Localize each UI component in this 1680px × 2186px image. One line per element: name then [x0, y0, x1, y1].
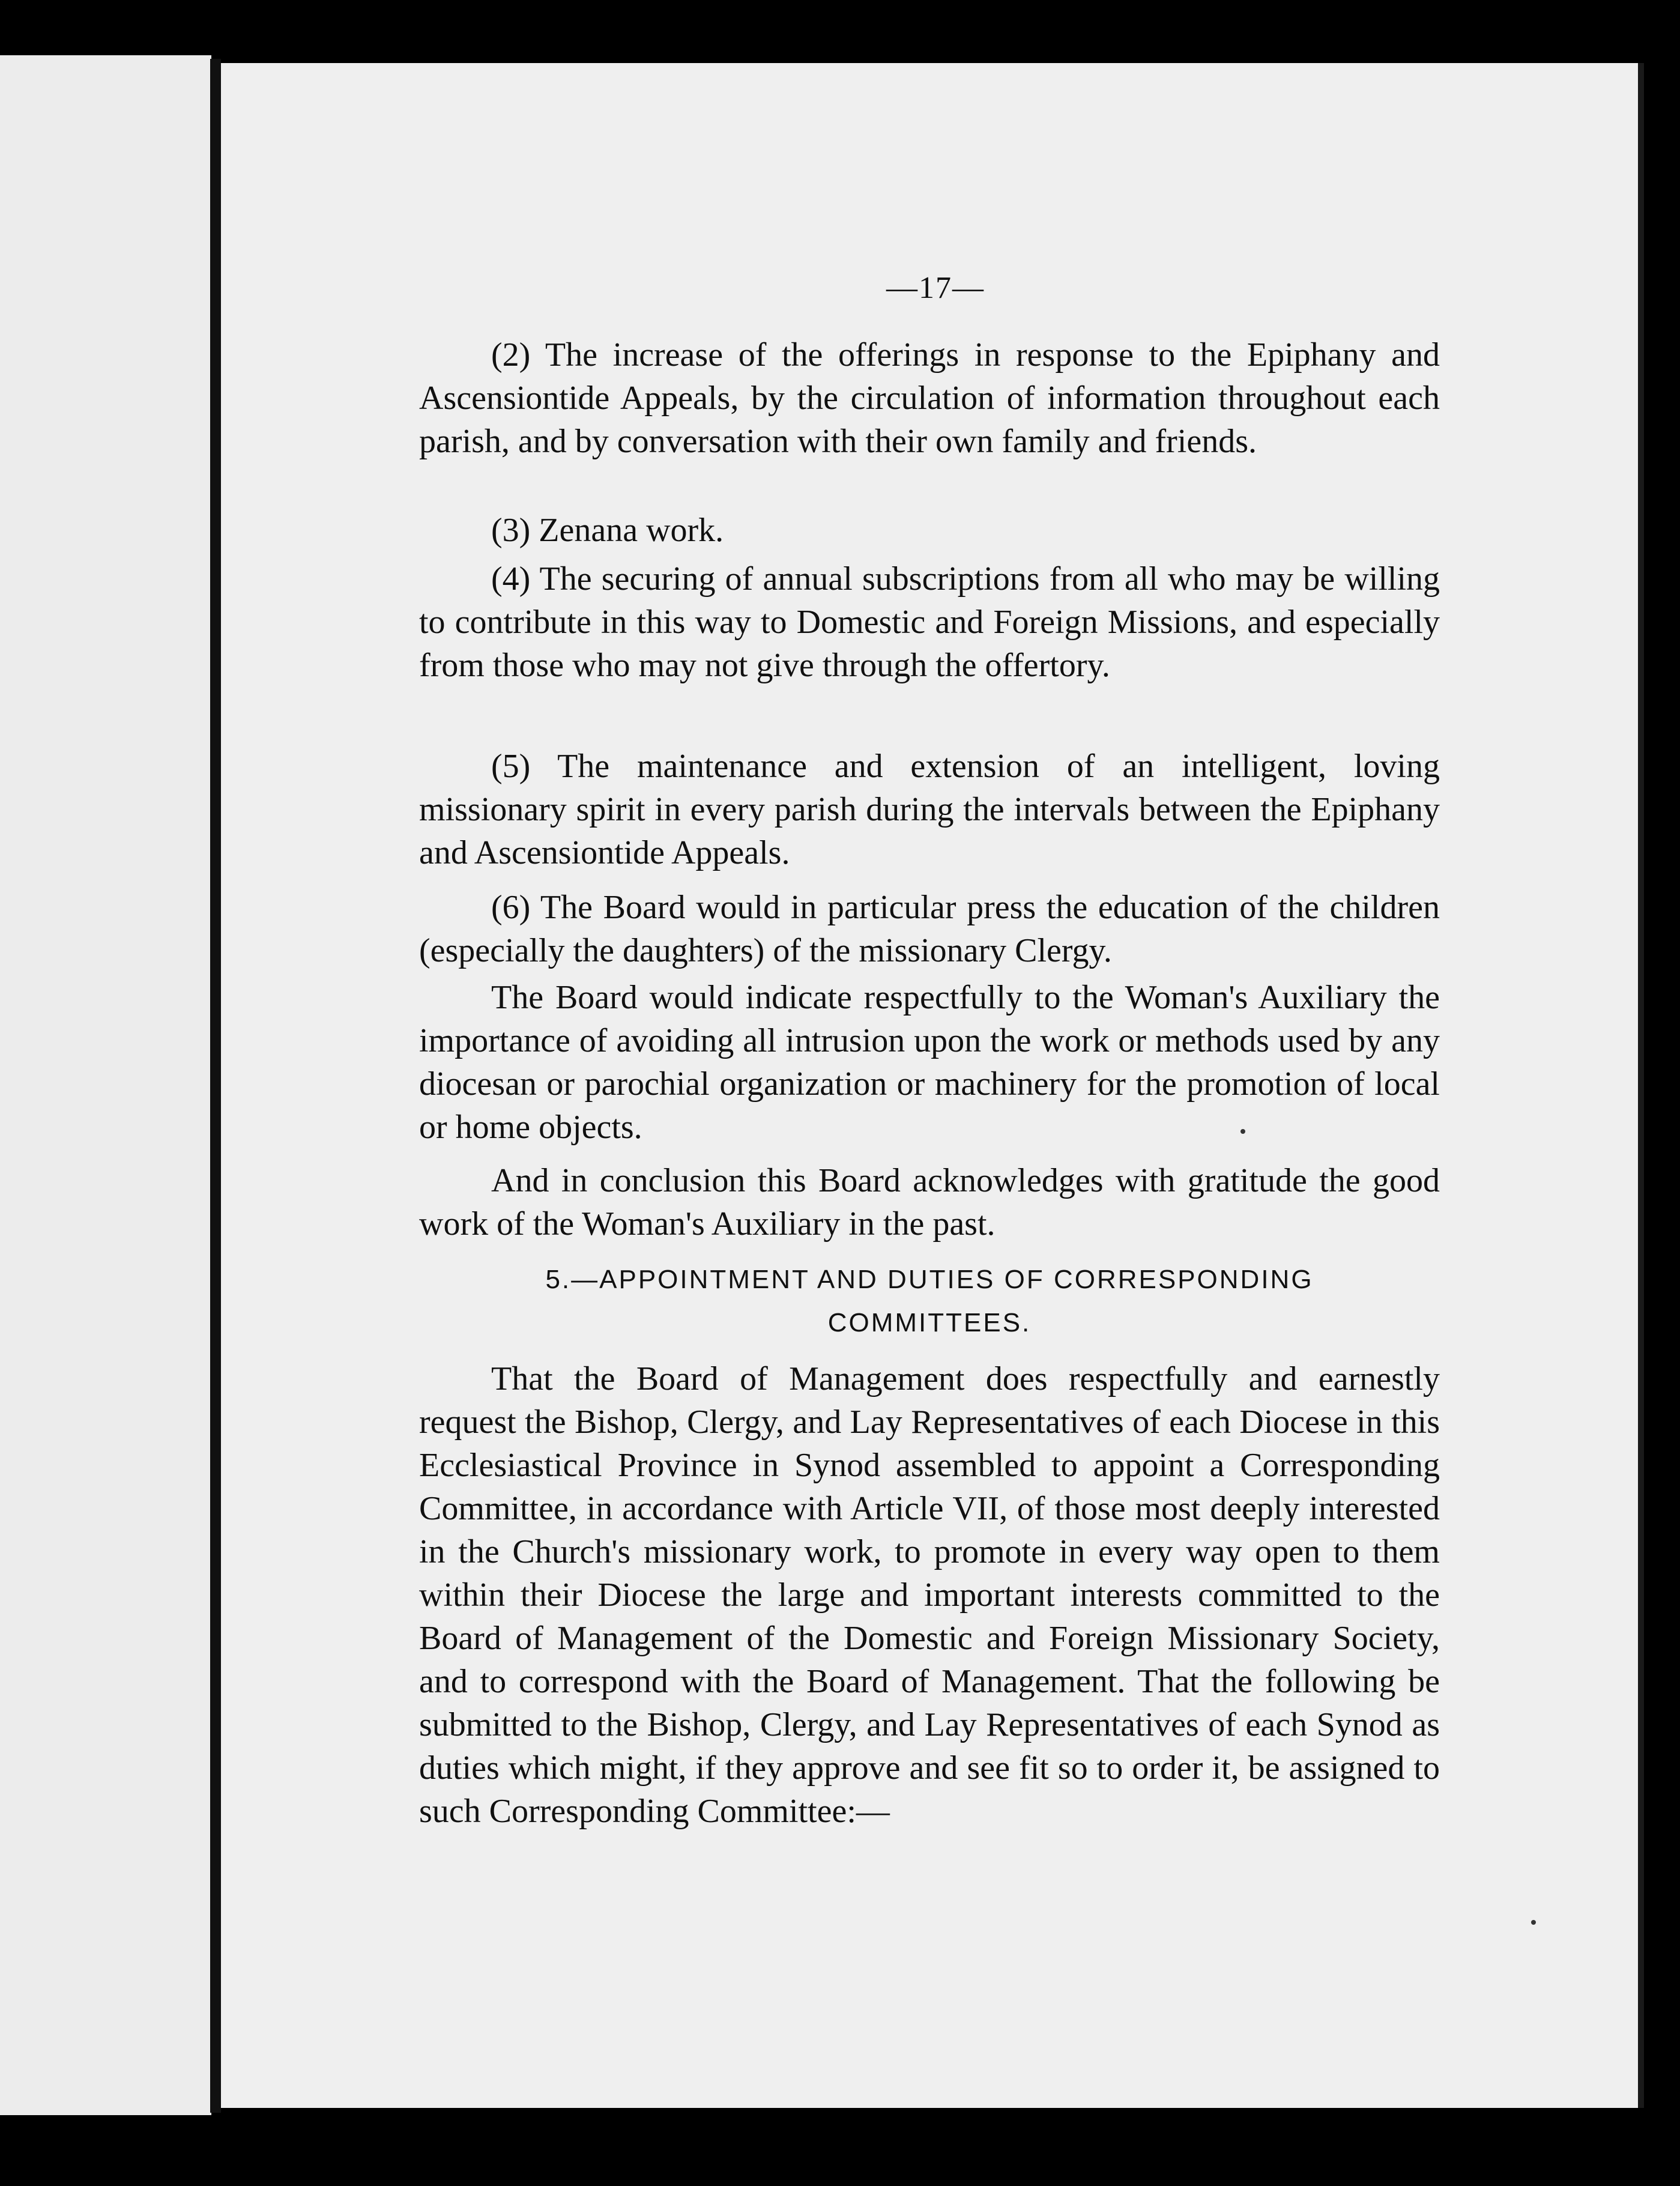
print-speck [1531, 1920, 1536, 1925]
paragraph-item-4: (4) The securing of annual subscriptions from all who may be willing to contribute in this way to Domestic and Foreign Missions, and especially from those who may not give through the offertory. [419, 560, 1440, 684]
section-heading-continued: COMMITTEES. [827, 1308, 1032, 1337]
paragraph-item-2: (2) The increase of the offerings in response to the Epiphany and Ascensiontide Appeals, by the circulation of information throughout each parish, and by conversation with their own family and friends. [419, 336, 1440, 460]
page-number: —17— [886, 271, 985, 305]
paragraph-conclusion: And in conclusion this Board acknowledges with gratitude the good work of the Woman's Auxiliary in the past. [419, 1162, 1440, 1243]
section-body: That the Board of Management does respectfully and earnestly request the Bishop, Clergy, and Lay Representatives of each Diocese in this Ecclesiastical Province in Synod assembled to appoint a Corresponding Committee, in accordance with Article VII, of those most deeply interested in the Church's missionary work, to promote in every way open to them within their Diocese the large and important interests committed to the Board of Management of the Domestic and Foreign Missionary Society, and to correspond with the Board of Management. That the following be submitted to the Bishop, Clergy, and Lay Representatives of each Synod as duties which might, if they approve and see fit so to order it, be assigned to such Corresponding Committee:— [419, 1360, 1440, 1830]
facing-page-edge [0, 55, 211, 2115]
paragraph-item-5: (5) The maintenance and extension of an intelligent, loving missionary spirit in every parish during the intervals between the Epiphany and Ascensiontide Appeals. [419, 748, 1440, 871]
paragraph-woman-auxiliary: The Board would indicate respectfully to the Woman's Auxiliary the importance of avoiding all intrusion upon the work or methods used by any diocesan or parochial organization or machinery for the promotion of local or home objects. [419, 979, 1440, 1146]
paragraph-item-6: (6) The Board would in particular press the education of the children (especially the daughters) of the missionary Clergy. [419, 889, 1440, 969]
print-speck [1240, 1129, 1245, 1134]
section-heading: 5.—APPOINTMENT AND DUTIES OF CORRESPONDING [545, 1265, 1314, 1294]
paragraph-item-3: (3) Zenana work. [491, 512, 724, 549]
binding-gutter [210, 59, 221, 2113]
book-page [221, 63, 1644, 2108]
